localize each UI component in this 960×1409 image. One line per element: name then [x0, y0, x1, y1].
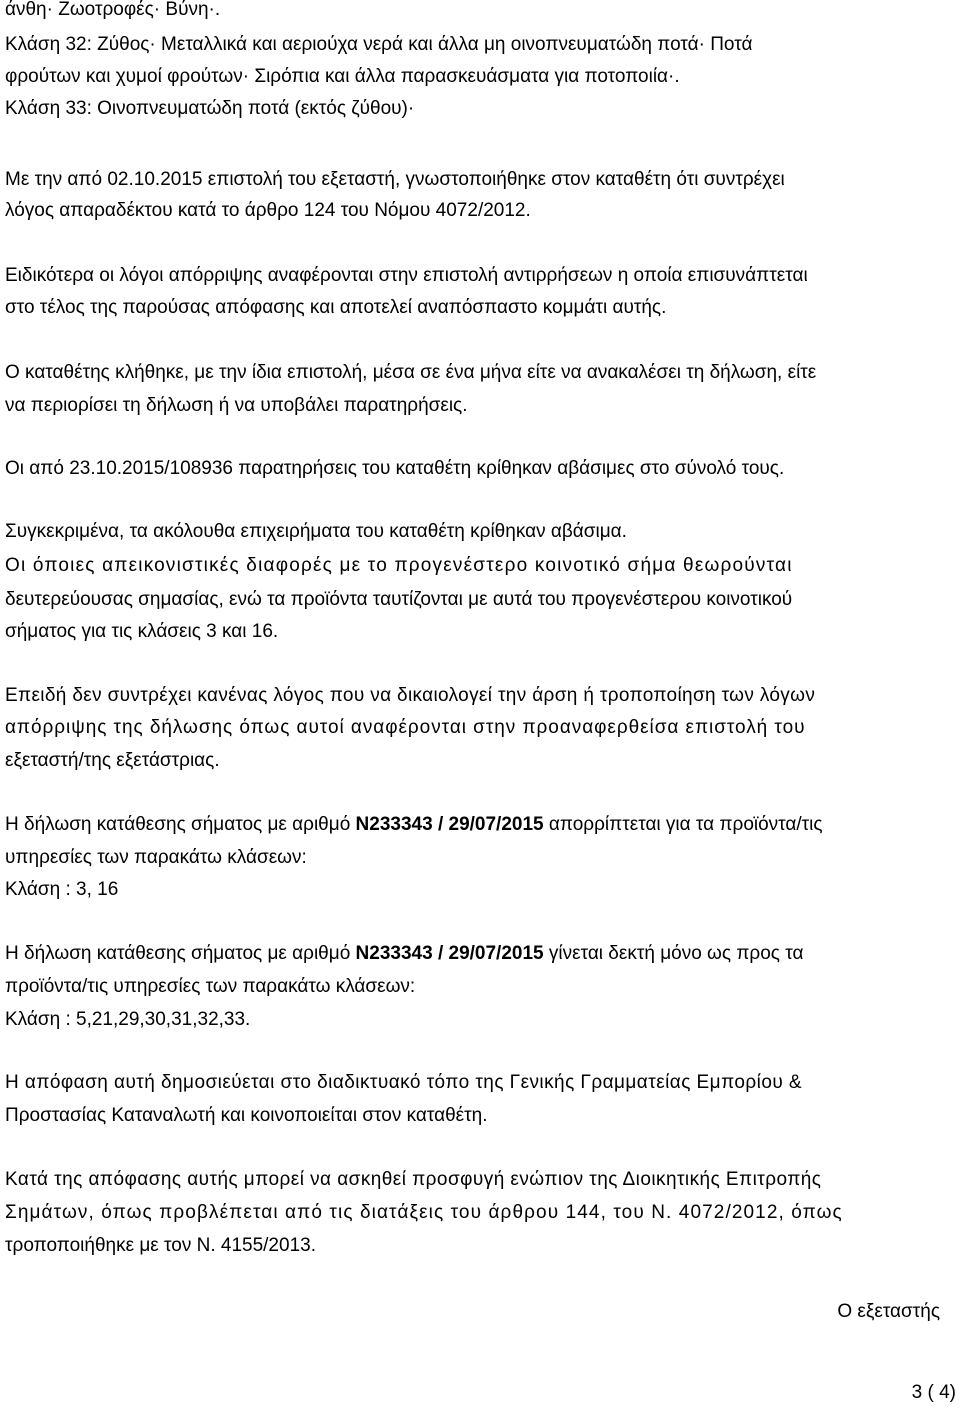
notice-line-2: λόγος απαραδέκτου κατά το άρθρο 124 του Νόμου 4072/2012. [5, 200, 531, 221]
classes-fragment-line-4: Κλάση 33: Οινοπνευματώδη ποτά (εκτός ζύθου)· [5, 98, 415, 119]
acceptance-line-2: προϊόντα/τις υπηρεσίες των παρακάτω κλάσεων: [5, 976, 416, 997]
rejection-line-1 [5, 815, 823, 834]
invitation-line-2: να περιορίσει τη δήλωση ή να υποβάλει παρατηρήσεις. [5, 395, 468, 416]
appeal-line-2: Σημάτων, όπως προβλέπεται από τις διατάξεις του άρθρου 144, του Ν. 4072/2012, όπως [5, 1202, 843, 1223]
rejection-classes: Κλάση : 3, 16 [5, 879, 119, 900]
reasoning-line-1: Επειδή δεν συντρέχει κανένας λόγος που να δικαιολογεί την άρση ή τροποποίηση των λόγων [5, 685, 816, 706]
appeal-line-1: Κατά της απόφασης αυτής μπορεί να ασκηθεί προσφυγή ενώπιον της Διοικητικής Επιτροπής [5, 1169, 822, 1190]
publication-line-1: Η απόφαση αυτή δημοσιεύεται στο διαδικτυακό τόπο της Γενικής Γραμματείας Εμπορίου & [5, 1072, 803, 1093]
reasoning-line-3: εξεταστή/της εξετάστριας. [5, 750, 220, 771]
grounds-line-2: στο τέλος της παρούσας απόφασης και αποτελεί αναπόσπαστο κομμάτι αυτής. [5, 297, 667, 318]
appeal-line-3: τροποποιήθηκε με τον Ν. 4155/2013. [5, 1235, 316, 1256]
page-number: 3 ( 4) [911, 1382, 956, 1403]
rejection-prefix: Η δήλωση κατάθεσης σήματος με αριθμό [5, 814, 356, 835]
acceptance-suffix: γίνεται δεκτή μόνο ως προς τα [543, 943, 804, 964]
classes-fragment-line-2: Κλάση 32: Ζύθος· Μεταλλικά και αεριούχα νερά και άλλα μη οινοπνευματώδη ποτά· Ποτά [5, 34, 753, 55]
rejection-suffix: απορρίπτεται για τα προϊόντα/τις [543, 814, 823, 835]
grounds-line-1: Ειδικότερα οι λόγοι απόρριψης αναφέρονται στην επιστολή αντιρρήσεων η οποία επισυνάπτεται [5, 265, 808, 286]
reasoning-line-2: απόρριψης της δήλωσης όπως αυτοί αναφέρονται στην προαναφερθείσα επιστολή του [5, 717, 806, 738]
acceptance-mark-number: Ν233343 / 29/07/2015 [355, 943, 544, 964]
acceptance-prefix: Η δήλωση κατάθεσης σήματος με αριθμό [5, 943, 356, 964]
invitation-line-1: Ο καταθέτης κλήθηκε, με την ίδια επιστολή, μέσα σε ένα μήνα είτε να ανακαλέσει τη δήλωση, είτε [5, 362, 817, 383]
classes-fragment-line-3: φρούτων και χυμοί φρούτων· Σιρόπια και άλλα παρασκευάσματα για ποτοποιία·. [5, 66, 680, 87]
observations-line: Οι από 23.10.2015/108936 παρατηρήσεις του καταθέτη κρίθηκαν αβάσιμες στο σύνολό τους. [5, 458, 785, 479]
arguments-line-4: σήματος για τις κλάσεις 3 και 16. [5, 621, 279, 642]
publication-line-2: Προστασίας Καταναλωτή και κοινοποιείται στον καταθέτη. [5, 1105, 488, 1126]
notice-line-1: Με την από 02.10.2015 επιστολή του εξεταστή, γνωστοποιήθηκε στον καταθέτη ότι συντρέχει [5, 169, 785, 190]
acceptance-classes: Κλάση : 5,21,29,30,31,32,33. [5, 1009, 251, 1030]
classes-fragment-line-1: άνθη· Ζωοτροφές· Βύνη·. [5, 0, 221, 20]
arguments-line-1: Συγκεκριμένα, τα ακόλουθα επιχειρήματα του καταθέτη κρίθηκαν αβάσιμα. [5, 521, 627, 542]
arguments-line-2: Οι όποιες απεικονιστικές διαφορές με το προγενέστερο κοινοτικό σήμα θεωρούνται [5, 555, 793, 576]
examiner-signature: Ο εξεταστής [837, 1301, 940, 1322]
rejection-line-2: υπηρεσίες των παρακάτω κλάσεων: [5, 847, 307, 868]
rejection-mark-number: Ν233343 / 29/07/2015 [355, 814, 544, 835]
acceptance-line-1 [5, 944, 803, 963]
arguments-line-3: δευτερεύουσας σημασίας, ενώ τα προϊόντα ταυτίζονται με αυτά του προγενέστερου κοινοτικού [5, 589, 793, 610]
